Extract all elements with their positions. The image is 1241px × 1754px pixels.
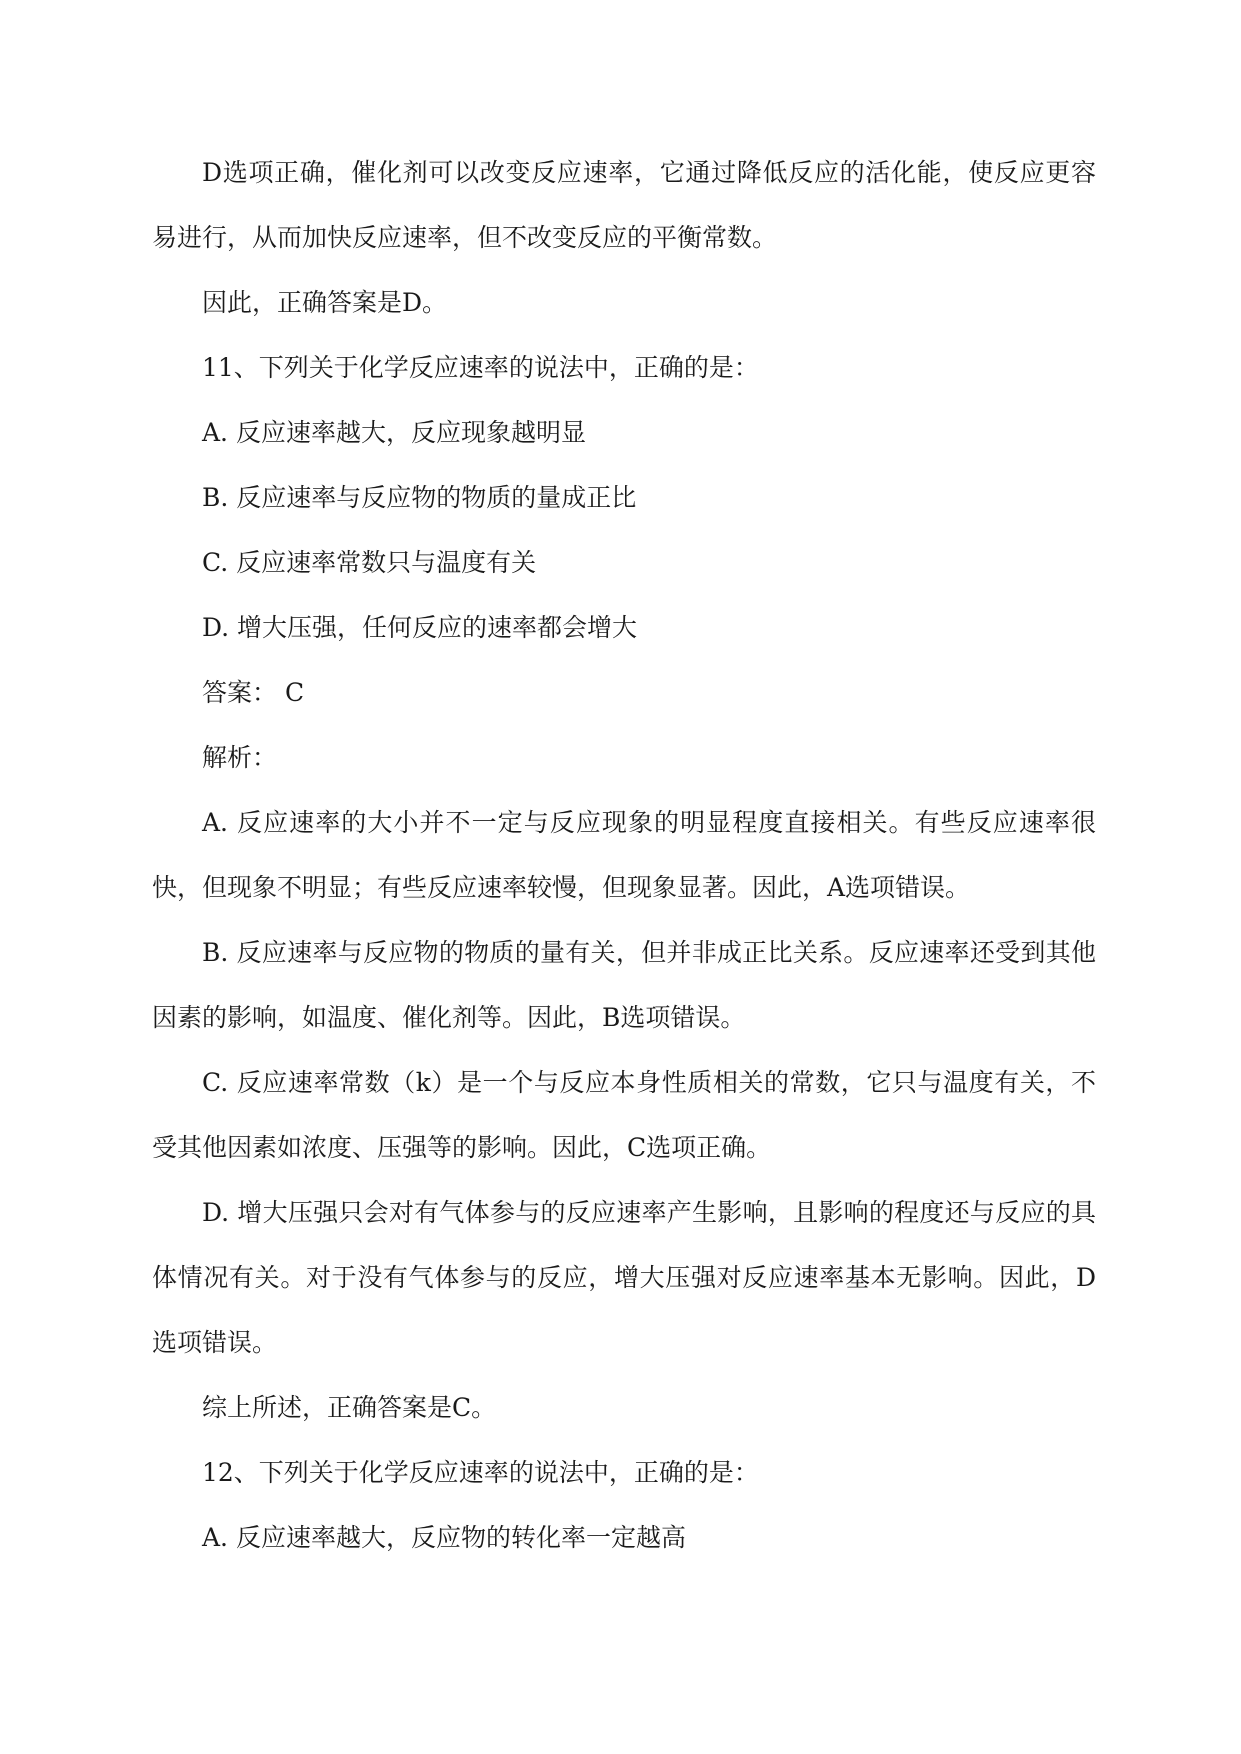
question-11-option-b: B. 反应速率与反应物的物质的量成正比 bbox=[202, 483, 637, 512]
paragraph-q10-option-d-explanation: D选项正确，催化剂可以改变反应速率，它通过降低反应的活化能，使反应更容易进行，从而加快反应速率，但不改变反应的平衡常数。 bbox=[152, 158, 1096, 252]
question-12-stem: 12、下列关于化学反应速率的说法中，正确的是： bbox=[202, 1458, 759, 1487]
question-11-stem: 11、下列关于化学反应速率的说法中，正确的是： bbox=[202, 353, 759, 382]
question-11-analysis-heading: 解析： bbox=[202, 743, 278, 772]
question-11-analysis-c: C. 反应速率常数（k）是一个与反应本身性质相关的常数，它只与温度有关，不受其他因素如浓度、压强等的影响。因此，C选项正确。 bbox=[152, 1068, 1096, 1162]
question-11-answer: 答案： C bbox=[202, 678, 305, 707]
paragraph-q10-conclusion: 因此，正确答案是D。 bbox=[202, 288, 448, 317]
question-12-option-a: A. 反应速率越大，反应物的转化率一定越高 bbox=[202, 1523, 686, 1552]
question-11-analysis-a: A. 反应速率的大小并不一定与反应现象的明显程度直接相关。有些反应速率很快，但现象不明显；有些反应速率较慢，但现象显著。因此，A选项错误。 bbox=[152, 808, 1096, 902]
question-11-option-c: C. 反应速率常数只与温度有关 bbox=[202, 548, 537, 577]
question-11-option-a: A. 反应速率越大，反应现象越明显 bbox=[202, 418, 586, 447]
question-11-option-d: D. 增大压强，任何反应的速率都会增大 bbox=[202, 613, 638, 642]
question-11-conclusion: 综上所述，正确答案是C。 bbox=[202, 1393, 497, 1422]
question-11-analysis-b: B. 反应速率与反应物的物质的量有关，但并非成正比关系。反应速率还受到其他因素的影响，如温度、催化剂等。因此，B选项错误。 bbox=[152, 938, 1096, 1032]
question-11-analysis-d: D. 增大压强只会对有气体参与的反应速率产生影响，且影响的程度还与反应的具体情况有关。对于没有气体参与的反应，增大压强对反应速率基本无影响。因此，D选项错误。 bbox=[152, 1198, 1096, 1357]
document-page bbox=[152, 140, 1096, 1570]
